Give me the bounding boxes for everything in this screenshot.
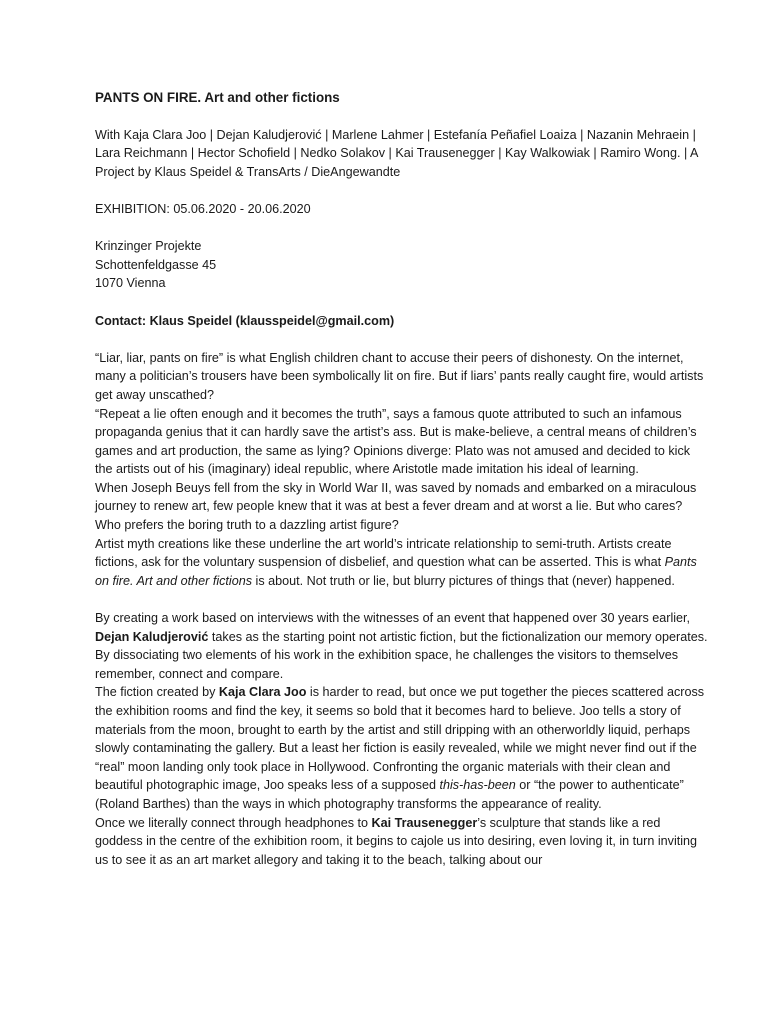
artist-name-kaludjerovic: Dejan Kaludjerović [95,629,209,644]
artist-p2-text-a: The fiction created by [95,685,219,700]
exhibition-dates: EXHIBITION: 05.06.2020 - 20.06.2020 [95,201,311,216]
contact-line: Contact: Klaus Speidel (klausspeidel@gmail.com) [95,313,395,328]
artist-p3-text-a: Once we literally connect through headphones to [95,815,372,830]
artist-p3-text-b: ’s sculpture that stands like a red goddess in the centre of the exhibition room, it begins to cajole us into desiring, even loving it, in turn inviting us to see it as an art market allegory and taking it to the beach, talking about our [95,815,698,867]
artists-section [95,609,710,869]
intro-paragraph-3: When Joseph Beuys fell from the sky in World War II, was saved by nomads and embarked on a miraculous journey to renew art, few people knew that it was at best a fever dream and at worst a lie. But who cares? Who prefers the boring truth to a dazzling artist figure? [95,480,697,533]
participants-text: With Kaja Clara Joo | Dejan Kaludjerović | Marlene Lahmer | Estefanía Peñafiel Loaiza | Nazanin Mehraein | Lara Reichmann | Hector Schofield | Nedko Solakov | Kai Trausenegger | Kay Walkowiak | Ramiro Wong. | A Project by Klaus Speidel & TransArts / DieAngewandte [95,127,698,179]
artist-name-joo: Kaja Clara Joo [218,685,307,700]
artist-paragraph-trausenegger [95,814,710,870]
artist-p2-text-c: or “the power to authenticate” (Roland Barthes) than the ways in which photography transforms the appearance of reality. [95,778,684,811]
artist-name-trausenegger: Kai Trausenegger [371,815,478,830]
document-title: PANTS ON FIRE. Art and other fictions [95,90,340,105]
this-has-been-italic: this-has-been [439,778,516,793]
intro-paragraph-4 [95,535,710,591]
artist-p1-text-b: takes as the starting point not artistic fiction, but the fictionalization our memory operates. By dissociating two elements of his work in the exhibition space, he challenges the visitors to themselves remember, connect and compare. [95,629,708,681]
section-gap [95,590,710,609]
venue-city: 1070 Vienna [95,276,166,291]
intro-paragraph-2: “Repeat a lie often enough and it becomes the truth”, says a famous quote attributed to such an infamous propaganda genius that it can hardly save the artist’s ass. But is make-believe, a central means of children’s games and art production, the same as lying? Opinions diverge: Plato was not amused and decided to kick the artists out of his (imaginary) ideal republic, where Aristotle made imitation his ideal of learning. [95,406,697,477]
venue-street: Schottenfeldgasse 45 [95,257,217,272]
intro-paragraph-1: “Liar, liar, pants on fire” is what English children chant to accuse their peers of dishonesty. On the internet, many a politician’s trousers have been symbolically lit on fire. But if liars’ pants really caught fire, would artists get away unscathed? [95,350,704,402]
exhibition-title-italic: Pants on fire. Art and other fictions [95,555,697,588]
venue-address [95,237,710,293]
intro-p4-text-a: Artist myth creations like these underline the art world’s intricate relationship to semi-truth. Artists create fictions, ask for the voluntary suspension of disbelief, and question what can be asserted. This is what [95,536,672,570]
artist-paragraph-joo [95,683,710,813]
artist-p1-text-a: By creating a work based on interviews with the witnesses of an event that happened over 30 years earlier, [95,611,691,626]
intro-section [95,349,710,591]
artist-p2-text-b: is harder to read, but once we put together the pieces scattered across the exhibition rooms and find the key, it seems so bold that it becomes hard to believe. Joo tells a story of materials from the moon, brought to earth by the artist and still dripping with an otherworldly liquid, perhaps slowly contaminating the gallery. But a least her fiction is easily revealed, while we might never find out if the “real” moon landing only took place in Hollywood. Confronting the organic materials with their clean and beautiful photographic image, Joo speaks less of a supposed [95,685,705,793]
intro-p4-text-b: is about. Not truth or lie, but blurry pictures of things that (never) happened. [252,573,675,588]
venue-name: Krinzinger Projekte [95,239,202,254]
artist-paragraph-kaludjerovic [95,609,710,683]
